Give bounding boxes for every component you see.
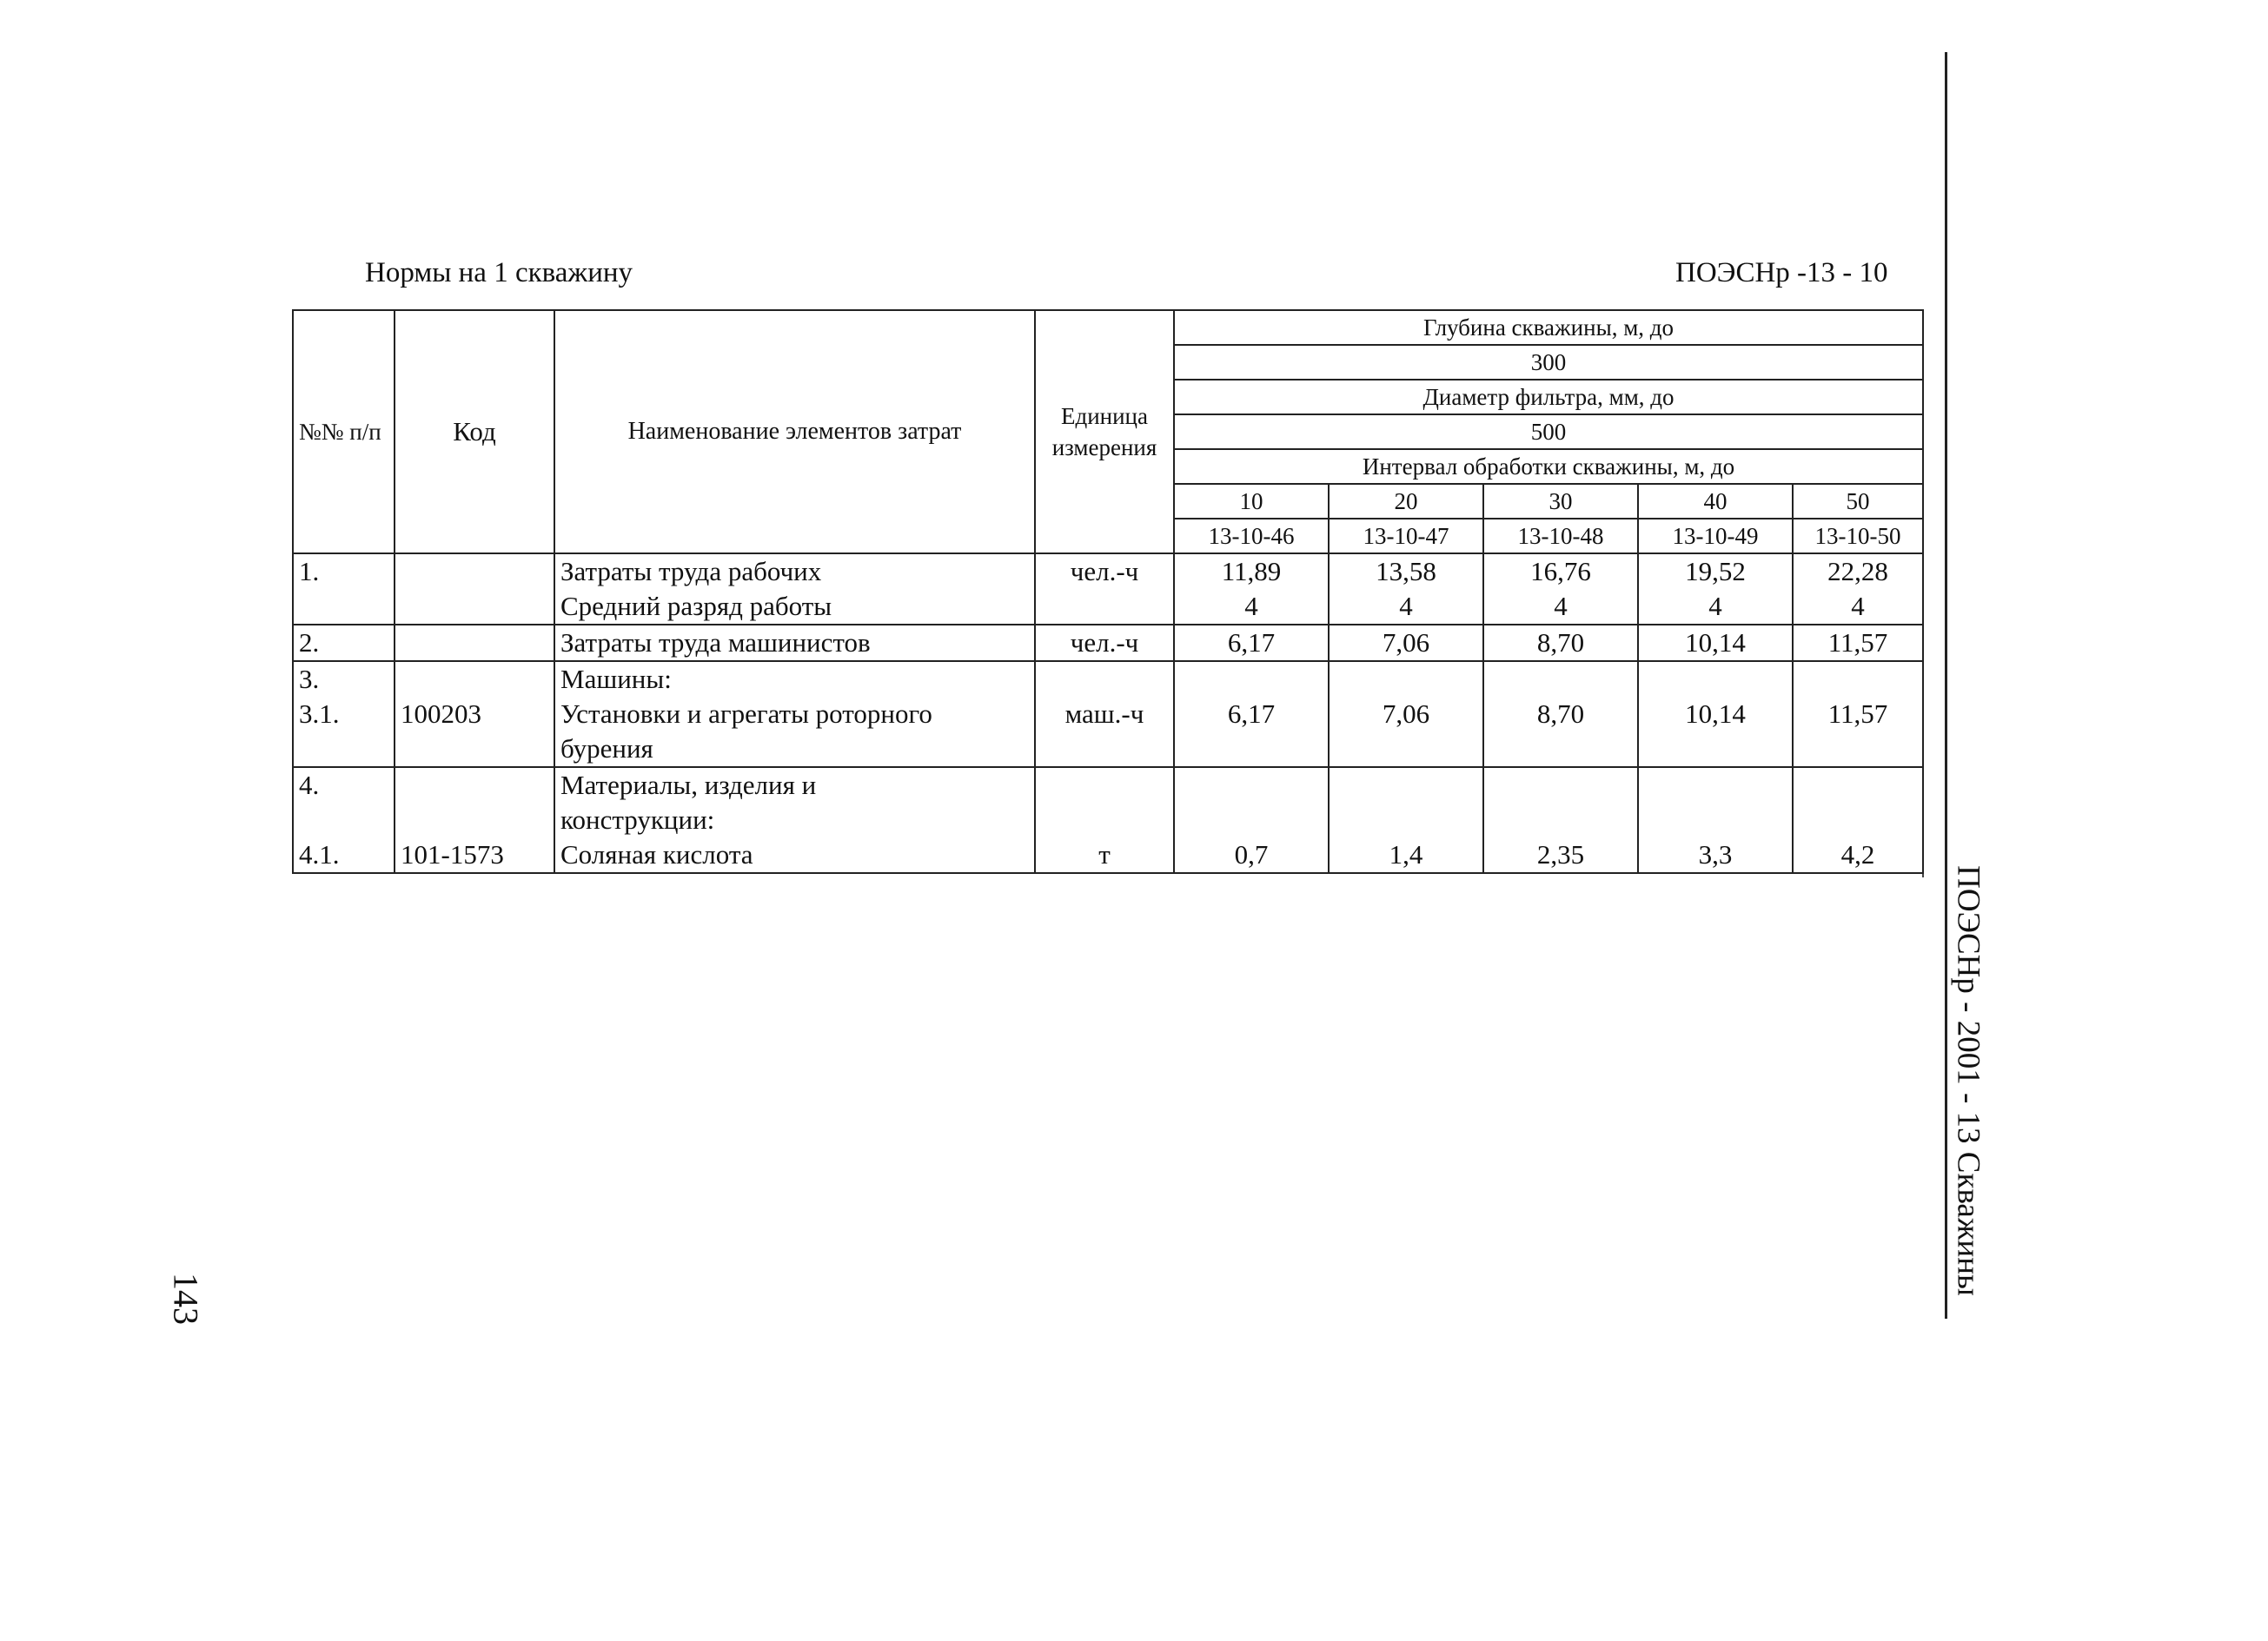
norm-code: 13-10-50 [1793,519,1923,553]
table-row [293,625,1923,661]
norm-code: 13-10-47 [1329,519,1483,553]
row-unit: чел.-ч [1035,625,1174,661]
row-value: 2,35 [1483,767,1638,873]
row-value: 22,28 4 [1793,553,1923,625]
interval-value: 30 [1483,484,1638,519]
row-num: 1. [293,553,395,625]
row-num: 2. [293,625,395,661]
row-value: 10,14 [1638,625,1793,661]
page-border-line [1945,52,1947,1319]
interval-value: 10 [1174,484,1329,519]
row-value: 10,14 [1638,661,1793,767]
row-value: 1,4 [1329,767,1483,873]
row-value: 7,06 [1329,661,1483,767]
row-value: 6,17 [1174,661,1329,767]
document-code: ПОЭСНр -13 - 10 [1675,257,1888,288]
side-running-title: ПОЭСНр - 2001 - 13 Скважины [1950,865,1986,1296]
page-number: 143 [166,1273,206,1325]
row-code [395,553,554,625]
header-diameter-label: Диаметр фильтра, мм, до [1174,380,1923,414]
row-code: 101-1573 [395,767,554,873]
row-value: 19,52 4 [1638,553,1793,625]
row-unit: чел.-ч [1035,553,1174,625]
row-name: Материалы, изделия и конструкции: Соляная кислота [554,767,1035,873]
header-depth-value: 300 [1174,345,1923,380]
row-code: 100203 [395,661,554,767]
interval-value: 40 [1638,484,1793,519]
row-value: 6,17 [1174,625,1329,661]
interval-value: 20 [1329,484,1483,519]
table-row [293,553,1923,625]
row-name: Затраты труда рабочих Средний разряд работы [554,553,1035,625]
row-value: 3,3 [1638,767,1793,873]
table-row [293,661,1923,767]
row-value: 11,57 [1793,625,1923,661]
header-unit: Единица измерения [1035,310,1174,553]
header-num: №№ п/п [293,310,395,553]
header-code: Код [395,310,554,553]
row-num: 3. 3.1. [293,661,395,767]
row-name: Затраты труда машинистов [554,625,1035,661]
table-row [293,767,1923,873]
row-value: 11,89 4 [1174,553,1329,625]
row-name: Машины: Установки и агрегаты роторного бурения [554,661,1035,767]
interval-value: 50 [1793,484,1923,519]
header-diameter-value: 500 [1174,414,1923,449]
row-value: 0,7 [1174,767,1329,873]
row-value: 4,2 [1793,767,1923,873]
norms-caption: Нормы на 1 скважину [365,257,633,288]
header-depth-label: Глубина скважины, м, до [1174,310,1923,345]
row-value: 7,06 [1329,625,1483,661]
norm-code: 13-10-46 [1174,519,1329,553]
norm-code: 13-10-48 [1483,519,1638,553]
row-value: 16,76 4 [1483,553,1638,625]
norm-code: 13-10-49 [1638,519,1793,553]
header-interval-label: Интервал обработки скважины, м, до [1174,449,1923,484]
row-value: 8,70 [1483,661,1638,767]
row-num: 4. 4.1. [293,767,395,873]
row-unit: маш.-ч [1035,661,1174,767]
row-code [395,625,554,661]
header-name: Наименование элементов затрат [554,310,1035,553]
row-unit: т [1035,767,1174,873]
row-value: 11,57 [1793,661,1923,767]
norms-table [292,309,1924,874]
row-value: 8,70 [1483,625,1638,661]
row-value: 13,58 4 [1329,553,1483,625]
